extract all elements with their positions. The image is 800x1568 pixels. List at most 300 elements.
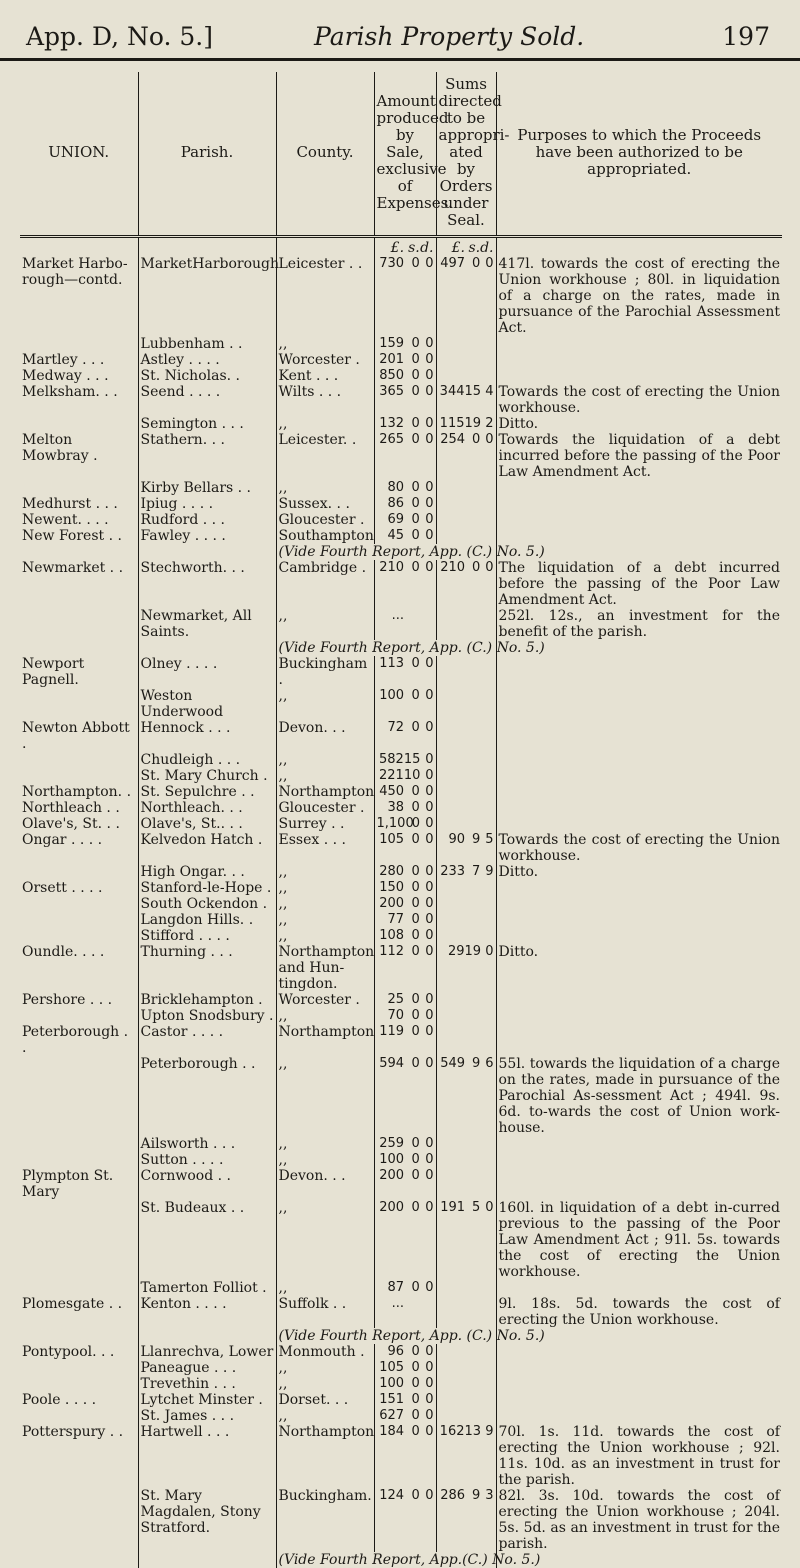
orders-cell [436,496,496,512]
parish-cell: St. James . . . [138,1408,276,1424]
parish-cell: Northleach. . . [138,800,276,816]
purpose-cell [496,720,782,752]
shillings-value: 10 [404,768,420,784]
table-row [20,992,782,1008]
county-cell: Gloucester . [276,512,374,528]
pence-value: 0 [420,880,434,896]
orders-cell [436,1056,496,1136]
union-cell: Plympton St. Mary [20,1168,138,1200]
shillings-value: 0 [404,512,420,528]
amount-cell [374,1344,436,1360]
county-cell: Buckingham . [276,656,374,688]
amount-cell [374,608,436,640]
pounds-value: 280 [377,864,405,880]
unit-shillings: s. [465,240,480,256]
pence-value: 0 [420,496,434,512]
county-cell: Worcester . [276,992,374,1008]
parish-cell: St. Nicholas. . [138,368,276,384]
shillings-value: 15 [404,752,420,768]
purpose-cell [496,1344,782,1360]
purpose-cell [496,496,782,512]
orders-cell [436,688,496,720]
union-cell [20,1136,138,1152]
shillings-value: 0 [404,992,420,1008]
table-row [20,608,782,640]
orders-cell [436,560,496,608]
pounds-value: 549 [439,1056,466,1072]
amount-cell [374,512,436,528]
pence-value: 0 [420,768,434,784]
pence-value: 0 [420,832,434,848]
union-cell [20,928,138,944]
table-row [20,944,782,992]
county-cell: ,, [276,880,374,896]
table-row [20,512,782,528]
union-cell: Newport Pagnell. [20,656,138,688]
amount-cell [374,992,436,1008]
shillings-value: 0 [404,416,420,432]
parish-cell: Weston Underwood [138,688,276,720]
amount-cell [374,1056,436,1136]
table-row [20,656,782,688]
pounds-value: 124 [377,1488,405,1504]
pence-value: 0 [420,1024,434,1040]
pounds-value: 259 [377,1136,405,1152]
pence-value: 0 [420,752,434,768]
union-cell [20,1152,138,1168]
shillings-value: 0 [404,720,420,736]
pence-value: 0 [420,1008,434,1024]
orders-cell [436,1168,496,1200]
amount-cell [374,432,436,480]
shillings-value: 0 [404,336,420,352]
parish-cell: Chudleigh . . . [138,752,276,768]
vide-reference: (Vide Fourth Report, App.(C.) No. 5.) [276,1552,496,1568]
parish-cell: Fawley . . . . [138,528,276,544]
county-cell: Suffolk . . [276,1296,374,1328]
union-cell [20,752,138,768]
parish-cell: Astley . . . . [138,352,276,368]
county-cell: Worcester . [276,352,374,368]
amount-cell [374,752,436,768]
parish-cell: Lytchet Minster . [138,1392,276,1408]
pence-value: 0 [420,1488,434,1504]
parish-cell: Tamerton Folliot . [138,1280,276,1296]
parish-cell: Thurning . . . [138,944,276,992]
amount-cell [374,496,436,512]
pence-value: 0 [480,256,493,272]
pounds-value: 105 [377,832,405,848]
county-cell: Devon. . . [276,1168,374,1200]
shillings-value: 0 [404,1360,420,1376]
pence-value: 0 [420,784,434,800]
orders-cell [436,1424,496,1488]
purpose-cell [496,1376,782,1392]
union-cell: Newent. . . . [20,512,138,528]
pence-value: 0 [420,1200,434,1216]
parish-cell: Newmarket, All Saints. [138,608,276,640]
pence-value: 0 [420,688,434,704]
pence-value: 0 [420,1168,434,1184]
parish-cell: Lubbenham . . [138,336,276,352]
shillings-value: 0 [404,384,420,400]
shillings-value: 0 [404,784,420,800]
pence-value: 0 [420,944,434,960]
pounds-value: 201 [377,352,405,368]
pounds-value: 87 [377,1280,405,1296]
pence-value: 0 [420,1392,434,1408]
orders-cell [436,768,496,784]
shillings-value: 0 [465,432,480,448]
shillings-value: 0 [465,560,480,576]
amount-cell [374,800,436,816]
purpose-cell [496,800,782,816]
shillings-value: 0 [404,880,420,896]
table-row [20,688,782,720]
table-row [20,1376,782,1392]
orders-cell [436,864,496,880]
pounds-value: 159 [377,336,405,352]
amount-cell [374,944,436,992]
table-row [20,1024,782,1056]
parish-cell: Semington . . . [138,416,276,432]
pounds-value: 200 [377,1200,405,1216]
pence-value: 0 [420,1136,434,1152]
pence-value: 0 [420,1056,434,1072]
shillings-value: 0 [404,1280,420,1296]
union-cell [20,1376,138,1392]
purpose-cell [496,928,782,944]
pence-value: 0 [420,256,434,272]
pence-value: 0 [420,1360,434,1376]
shillings-value: 5 [465,1200,480,1216]
pounds-value: 730 [377,256,405,272]
pounds-value: 115 [439,416,465,432]
pounds-value: 450 [377,784,405,800]
amount-cell [374,1280,436,1296]
pounds-value: 100 [377,1152,405,1168]
pounds-value: 184 [377,1424,405,1440]
pence-value: 6 [480,1056,493,1072]
shillings-value: 0 [404,688,420,704]
orders-cell [436,416,496,432]
shillings-value: 0 [405,816,420,832]
pounds-value: 72 [377,720,405,736]
table-row [20,1408,782,1424]
pounds-value: 151 [377,1392,405,1408]
shillings-value: 9 [465,1488,480,1504]
purpose-cell [496,880,782,896]
table-row [20,832,782,864]
amount-cell [374,1296,436,1328]
orders-cell [436,720,496,752]
table-row [20,432,782,480]
amount-cell [374,352,436,368]
shillings-value: 0 [465,256,480,272]
union-cell [20,768,138,784]
pounds-value: 627 [377,1408,405,1424]
pence-value: 0 [481,944,494,960]
pounds-value: 162 [439,1424,465,1440]
union-cell: Medway . . . [20,368,138,384]
pounds-value: 77 [377,912,405,928]
table-row [20,256,782,336]
pounds-value: 113 [377,656,405,672]
county-cell: ,, [276,1360,374,1376]
orders-cell [436,1392,496,1408]
union-cell [20,608,138,640]
county-cell: Kent . . . [276,368,374,384]
pence-value: 0 [420,1344,434,1360]
orders-cell [436,656,496,688]
union-cell: Melksham. . . [20,384,138,416]
pence-value: 0 [420,1424,434,1440]
amount-cell [374,720,436,752]
parish-cell: St. Mary Magdalen, Stony Stratford. [138,1488,276,1552]
orders-cell [436,368,496,384]
amount-cell [374,688,436,720]
purpose-cell [496,784,782,800]
purpose-cell [496,352,782,368]
orders-cell [436,256,496,336]
purpose-cell: 70l. 1s. 11d. towards the cost of erecting the Union workhouse ; 92l. 11s. 10d. as an investment in trust for the parish. [496,1424,782,1488]
pence-value: 0 [420,512,434,528]
county-cell: ,, [276,864,374,880]
parish-cell: Olave's, St.. . . [138,816,276,832]
unit-pence: d. [420,240,434,256]
orders-cell [436,816,496,832]
union-cell: Oundle. . . . [20,944,138,992]
purpose-cell [496,768,782,784]
shillings-value: 15 [465,384,481,400]
county-cell: Leicester. . [276,432,374,480]
pounds-value: 210 [439,560,466,576]
shillings-value: 0 [404,560,420,576]
running-head [0,0,800,56]
county-cell: Devon. . . [276,720,374,752]
units-row [20,237,782,257]
pounds-value: 29 [439,944,465,960]
shillings-value: 0 [404,1200,420,1216]
union-cell [20,688,138,720]
purpose-cell [496,1392,782,1408]
shillings-value: 0 [404,528,420,544]
union-cell [20,896,138,912]
shillings-value: 0 [404,480,420,496]
parish-cell: MarketHarborough [138,256,276,336]
union-cell [20,912,138,928]
parish-cell: Olney . . . . [138,656,276,688]
parish-cell: High Ongar. . . [138,864,276,880]
shillings-value: 19 [465,416,481,432]
union-cell: Melton Mowbray . [20,432,138,480]
purpose-cell [496,816,782,832]
amount-cell [374,256,436,336]
orders-cell [436,784,496,800]
union-cell [20,1280,138,1296]
pounds-value: 69 [377,512,405,528]
shillings-value: 0 [404,1008,420,1024]
pence-value: 0 [480,432,493,448]
pounds-value: 344 [439,384,465,400]
purpose-cell [496,336,782,352]
county-cell: Northampton [276,1024,374,1056]
header-row [20,72,782,237]
county-cell: ,, [276,1136,374,1152]
pence-value: 9 [481,1424,494,1440]
pence-value: 0 [420,352,434,368]
amount-cell [374,896,436,912]
parish-cell: Peterborough . . [138,1056,276,1136]
union-cell: Martley . . . [20,352,138,368]
table-row [20,752,782,768]
amount-cell [374,1168,436,1200]
orders-cell [436,1488,496,1552]
orders-cell [436,512,496,528]
union-cell [20,1408,138,1424]
purpose-cell: Ditto. [496,416,782,432]
union-cell: Ongar . . . . [20,832,138,864]
pounds-value: 850 [377,368,405,384]
purpose-cell [496,480,782,496]
union-cell [20,480,138,496]
orders-cell [436,1408,496,1424]
shillings-value: 0 [404,896,420,912]
pence-value: 9 [480,864,493,880]
purpose-cell [496,752,782,768]
union-cell: Pontypool. . . [20,1344,138,1360]
orders-cell [436,1024,496,1056]
parish-cell: Ipiug . . . . [138,496,276,512]
union-cell: Northleach . . [20,800,138,816]
orders-cell [436,336,496,352]
orders-cell [436,1376,496,1392]
orders-cell [436,1152,496,1168]
county-cell: Buckingham. [276,1488,374,1552]
header-orders: Sums directed to be appropri-ated by Orders under Seal. [436,72,496,237]
pounds-value: 191 [439,1200,466,1216]
county-cell: ,, [276,688,374,720]
amount-cell [374,1152,436,1168]
table-row [20,1280,782,1296]
amount-cell [374,656,436,688]
union-cell: Northampton. . [20,784,138,800]
union-cell: Plomesgate . . [20,1296,138,1328]
pounds-value: 200 [377,1168,405,1184]
pence-value: 2 [481,416,494,432]
county-cell: Cambridge . [276,560,374,608]
pounds-value: 105 [377,1360,405,1376]
county-cell: ,, [276,896,374,912]
pounds-value: 108 [377,928,405,944]
pence-value: 4 [481,384,494,400]
county-cell: Northampton [276,784,374,800]
union-cell: Newmarket . . [20,560,138,608]
amount-cell [374,1024,436,1056]
union-cell: New Forest . . [20,528,138,544]
union-cell [20,1488,138,1552]
union-cell: Orsett . . . . [20,880,138,896]
header-purposes: Purposes to which the Proceeds have been authorized to be appropriated. [496,72,782,237]
orders-cell [436,1280,496,1296]
pence-value: 0 [420,864,434,880]
union-cell: Potterspury . . [20,1424,138,1488]
pence-value: 0 [420,928,434,944]
table-row [20,1328,782,1344]
pounds-value: 365 [377,384,405,400]
pence-value: 0 [420,992,434,1008]
shillings-value [404,1296,420,1312]
pence-value: 0 [420,368,434,384]
county-cell: Monmouth . [276,1344,374,1360]
pence-value: 0 [420,896,434,912]
shillings-value: 0 [404,1168,420,1184]
pence-value: 0 [420,384,434,400]
pence-value: 0 [480,560,493,576]
pounds-value: 200 [377,896,405,912]
shillings-value: 9 [465,1056,480,1072]
union-cell: Market Harbo-rough—contd. [20,256,138,336]
purpose-cell [496,528,782,544]
amount-cell [374,784,436,800]
parish-cell: Stanford-le-Hope . [138,880,276,896]
union-cell: Olave's, St. . . [20,816,138,832]
union-cell [20,1056,138,1136]
table-row [20,896,782,912]
parish-cell: Stifford . . . . [138,928,276,944]
county-cell: ,, [276,1280,374,1296]
county-cell: Surrey . . [276,816,374,832]
purpose-cell [496,368,782,384]
shillings-value: 13 [465,1424,481,1440]
amount-cell [374,368,436,384]
pounds-value: 45 [377,528,405,544]
parish-cell: Langdon Hills. . [138,912,276,928]
table-row [20,480,782,496]
pounds-value: 132 [377,416,405,432]
county-cell: ,, [276,1056,374,1136]
union-cell: Poole . . . . [20,1392,138,1408]
pounds-value: 86 [377,496,405,512]
orders-cell [436,432,496,480]
county-cell: ,, [276,1376,374,1392]
parish-cell: Stathern. . . [138,432,276,480]
pounds-value: 38 [377,800,405,816]
parish-cell: St. Mary Church . [138,768,276,784]
purpose-cell [496,1136,782,1152]
pence-value: 0 [420,656,434,672]
parish-cell: Paneague . . . [138,1360,276,1376]
orders-cell [436,1136,496,1152]
pounds-value: 265 [377,432,405,448]
county-cell: Wilts . . . [276,384,374,416]
county-cell: Southampton [276,528,374,544]
purpose-cell [496,1024,782,1056]
pence-value [420,608,434,624]
table-row [20,368,782,384]
purpose-cell [496,656,782,688]
amount-cell [374,768,436,784]
parish-cell: Kelvedon Hatch . [138,832,276,864]
table-row [20,496,782,512]
purpose-cell [496,896,782,912]
amount-cell [374,336,436,352]
pounds-value: 210 [377,560,405,576]
pence-value: 0 [420,560,434,576]
pence-value [420,1296,434,1312]
orders-cell [436,1360,496,1376]
table-row [20,640,782,656]
